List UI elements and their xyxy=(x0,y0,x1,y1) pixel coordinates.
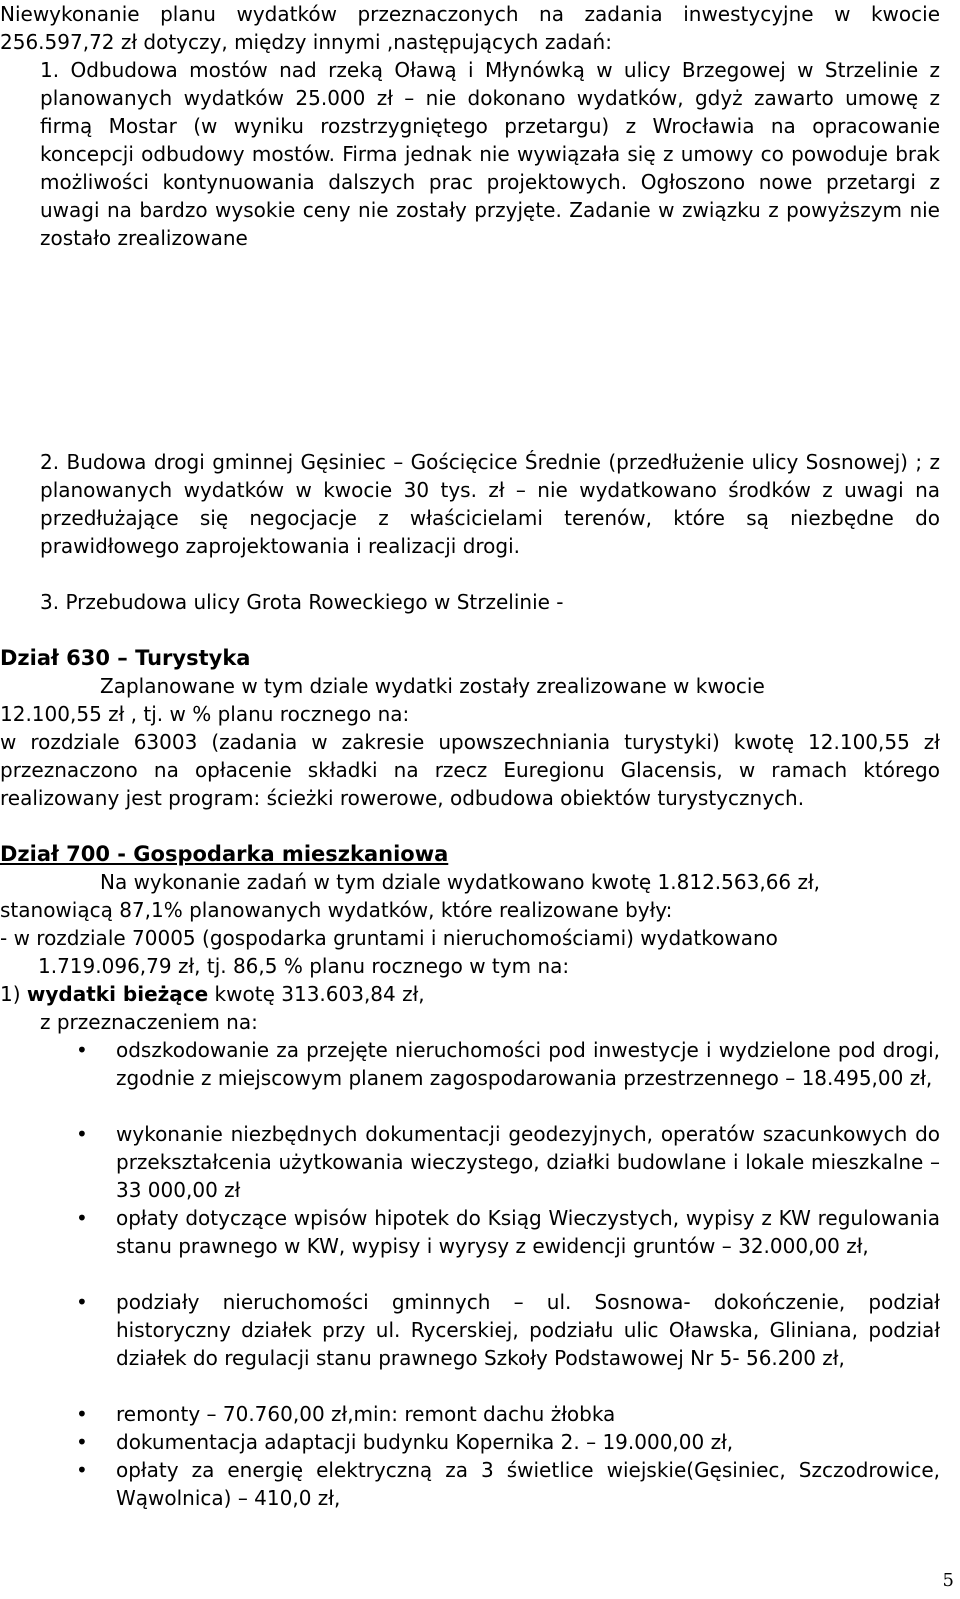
current-expenses-amount: kwotę 313.603,84 zł, xyxy=(208,982,425,1006)
section-630-heading: Dział 630 – Turystyka xyxy=(0,646,251,670)
list-item: remonty – 70.760,00 zł,min: remont dachu żłobka xyxy=(116,1402,616,1426)
bullet-icon: • xyxy=(76,1290,88,1314)
purpose-line: z przeznaczeniem na: xyxy=(40,1010,258,1034)
list-item: opłaty dotyczące wpisów hipotek do Ksiąg Wieczystych, wypisy z KW regulowania stanu prawnego w KW, wypisy i wyrysy z ewidencji gruntów – 32.000,00 zł, xyxy=(116,1206,940,1258)
item-1-paragraph: 1. Odbudowa mostów nad rzeką Oławą i Młynówką w ulicy Brzegowej w Strzelinie z planowanych wydatków 25.000 zł – nie dokonano wydatków, gdyż zawarto umowę z firmą Mostar (w wyniku rozstrzygniętego przetargu) z Wrocławia na opracowanie koncepcji odbudowy mostów. Firma jednak nie wywiązała się z umowy co powoduje brak możliwości kontynuowania dalszych prac projektowych. Ogłoszono nowe przetargi z uwagi na bardzo wysokie ceny nie zostały przyjęte. Zadanie w związku z powyższym nie zostało zrealizowane xyxy=(40,58,940,250)
list-item: podziały nieruchomości gminnych – ul. Sosnowa- dokończenie, podział historyczny działek przy ul. Rycerskiej, podziału ulic Oławska, Gliniana, podział działek do regulacji stanu prawnego Szkoły Podstawowej Nr 5- 56.200 zł, xyxy=(116,1290,940,1370)
section-630-body: w rozdziale 63003 (zadania w zakresie upowszechniania turystyki) kwotę 12.100,55 zł przeznaczono na opłacenie składki na rzecz Euregionu Glacensis, w ramach którego realizowany jest program: ścieżki rowerowe, odbudowa obiektów turystycznych. xyxy=(0,730,940,810)
bullet-icon: • xyxy=(76,1038,88,1062)
bullet-icon: • xyxy=(76,1458,88,1482)
bullet-icon: • xyxy=(76,1122,88,1146)
section-630-line2: 12.100,55 zł , tj. w % planu rocznego na: xyxy=(0,702,410,726)
current-expenses-prefix: 1) xyxy=(0,982,27,1006)
bullet-icon: • xyxy=(76,1206,88,1230)
intro-paragraph: Niewykonanie planu wydatków przeznaczonych na zadania inwestycyjne w kwocie 256.597,72 zł dotyczy, między innymi ,następujących zadań: xyxy=(0,2,940,54)
current-expenses-line xyxy=(0,980,425,1008)
list-item: dokumentacja adaptacji budynku Kopernika 2. – 19.000,00 zł, xyxy=(116,1430,734,1454)
bullet-icon: • xyxy=(76,1402,88,1426)
item-3-paragraph: 3. Przebudowa ulicy Grota Roweckiego w Strzelinie - xyxy=(40,590,564,614)
list-item: odszkodowanie za przejęte nieruchomości pod inwestycje i wydzielone pod drogi, zgodnie z miejscowym planem zagospodarowania przestrzennego – 18.495,00 zł, xyxy=(116,1038,940,1090)
section-700-line2: stanowiącą 87,1% planowanych wydatków, które realizowane były: xyxy=(0,898,673,922)
section-700-line3: - w rozdziale 70005 (gospodarka gruntami i nieruchomościami) wydatkowano xyxy=(0,926,778,950)
item-2-paragraph: 2. Budowa drogi gminnej Gęsiniec – Gościęcice Średnie (przedłużenie ulicy Sosnowej) ; z planowanych wydatków w kwocie 30 tys. zł – nie wydatkowano środków z uwagi na przedłużające się negocjacje z właścicielami terenów, które są niezbędne do prawidłowego zaprojektowania i realizacji drogi. xyxy=(40,450,940,558)
page-number: 5 xyxy=(942,1570,954,1591)
list-item: wykonanie niezbędnych dokumentacji geodezyjnych, operatów szacunkowych do przekształcenia użytkowania wieczystego, działki budowlane i lokale mieszkalne – 33 000,00 zł xyxy=(116,1122,940,1202)
section-630-line1: Zaplanowane w tym dziale wydatki zostały zrealizowane w kwocie xyxy=(100,674,765,698)
list-item: opłaty za energię elektryczną za 3 świetlice wiejskie(Gęsiniec, Szczodrowice, Wąwolnica) – 410,0 zł, xyxy=(116,1458,940,1510)
current-expenses-label: wydatki bieżące xyxy=(26,982,209,1006)
bullet-icon: • xyxy=(76,1430,88,1454)
section-700-line4: 1.719.096,79 zł, tj. 86,5 % planu rocznego w tym na: xyxy=(38,954,570,978)
section-700-line1: Na wykonanie zadań w tym dziale wydatkowano kwotę 1.812.563,66 zł, xyxy=(100,870,821,894)
section-700-heading: Dział 700 - Gospodarka mieszkaniowa xyxy=(0,842,449,866)
